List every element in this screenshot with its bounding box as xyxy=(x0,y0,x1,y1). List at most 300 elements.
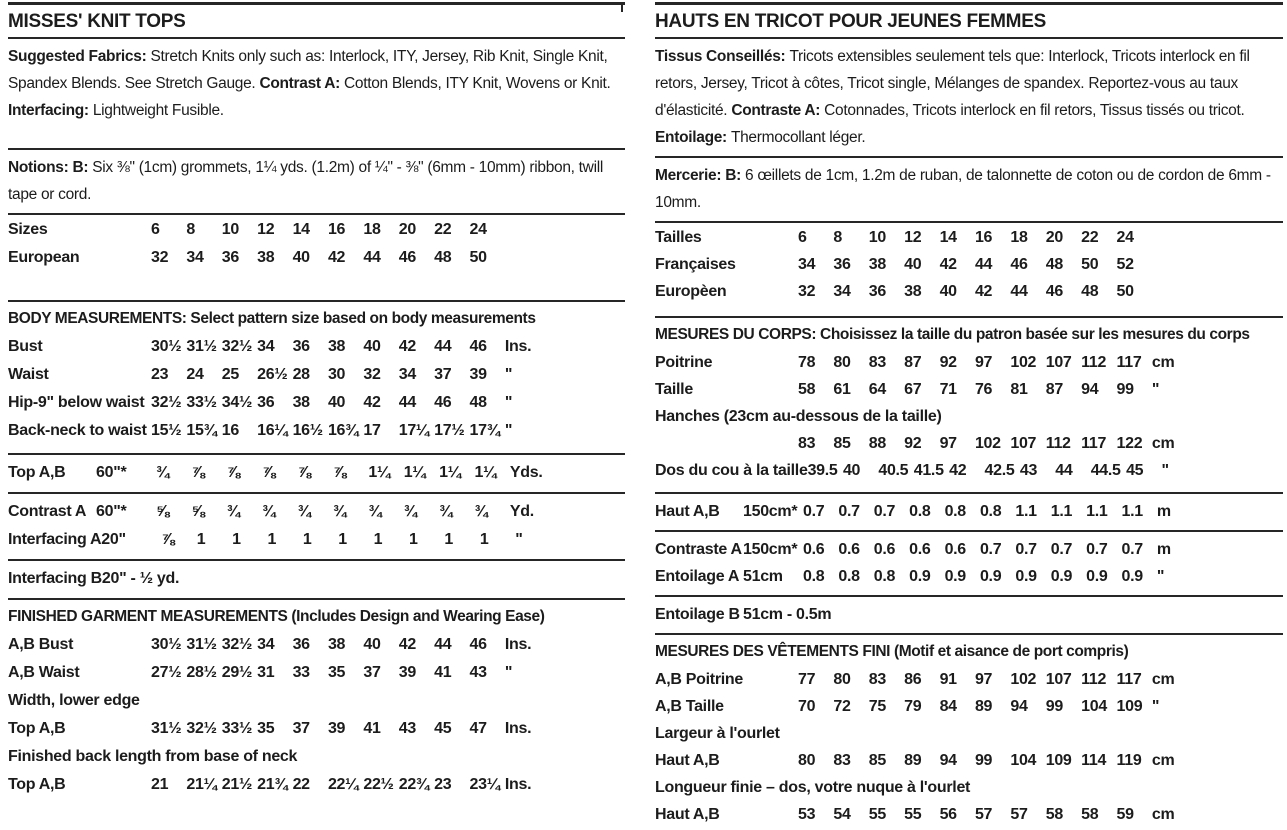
body-text: Tricots extensibles seulement tels que: Interlock, Tricots interlock en fil retors, Jersey, Tricot à côtes, Tricot single, Mélanges de spandex. Reportez-vous au taux d'élasticité. xyxy=(655,48,1250,119)
cell-value: 55 xyxy=(868,806,886,823)
cell-value: 44 xyxy=(398,394,416,411)
cell-value: 44 xyxy=(1055,462,1073,479)
cell-value: 78 xyxy=(798,354,816,371)
cell-value: 99 xyxy=(974,752,993,769)
cell-value: 27½ xyxy=(151,664,182,681)
cell-value: 99 xyxy=(1116,381,1134,398)
cell-value: ⅞ xyxy=(161,531,175,548)
top-rule xyxy=(8,2,625,5)
cell-value: 6 xyxy=(798,229,807,246)
table-row xyxy=(655,430,1283,457)
cell-value: 34 xyxy=(257,636,275,653)
cell-value: ¾ xyxy=(368,503,382,520)
cell-value: 1 xyxy=(444,531,454,548)
cell-value: 22 xyxy=(1081,229,1099,246)
cell-value: 86 xyxy=(904,671,922,688)
body-measurements-table xyxy=(8,332,625,447)
cell-value: 80 xyxy=(833,354,851,371)
cell-value: ⅞ xyxy=(191,464,205,481)
cell-value: 112 xyxy=(1081,671,1107,688)
cell-value: 32½ xyxy=(151,394,182,411)
interfacing-b-row-fr xyxy=(655,597,1283,633)
table-row xyxy=(655,376,1283,403)
cell-value: 92 xyxy=(904,435,922,452)
cell-value: 36 xyxy=(868,283,886,300)
cell-value: 117 xyxy=(1116,354,1142,371)
yardage-top-table xyxy=(8,455,625,492)
fabric-width: 20" xyxy=(101,531,126,548)
cell-value: 42 xyxy=(327,249,346,266)
cell-value: 94 xyxy=(1081,381,1099,398)
row-label: A,B Poitrine xyxy=(655,671,743,688)
row-label: Entoilage B xyxy=(655,606,740,623)
cell-value: 42 xyxy=(363,394,381,411)
cell-value: 1 xyxy=(196,531,206,548)
cell-value: 76 xyxy=(974,381,993,398)
row-text: 20" - ½ yd. xyxy=(101,570,180,587)
cell-value: 40 xyxy=(904,256,922,273)
row-label: Back-neck to waist xyxy=(8,422,147,439)
cell-value: 0.9 xyxy=(909,568,931,585)
cell-value: 84 xyxy=(939,698,957,715)
divider xyxy=(655,156,1283,158)
table-row xyxy=(8,526,625,554)
cell-value: 0.6 xyxy=(909,541,931,558)
cell-value: 97 xyxy=(974,671,993,688)
cell-value: 30½ xyxy=(151,636,182,653)
row-text: 51cm - 0.5m xyxy=(743,606,832,623)
unit-label: cm xyxy=(1151,671,1175,688)
yardage-top-table-fr xyxy=(655,494,1283,530)
cell-value: 22¼ xyxy=(327,776,359,793)
cell-value: ⅞ xyxy=(226,464,240,481)
cell-value: 26½ xyxy=(257,366,288,383)
cell-value: 0.8 xyxy=(944,503,966,520)
cell-value: 89 xyxy=(904,752,922,769)
unit-label: cm xyxy=(1151,806,1175,823)
cell-value: 1.1 xyxy=(1086,503,1108,520)
row-label: Taille xyxy=(655,381,693,398)
cell-value: 102 xyxy=(974,435,1001,452)
cell-value: 17¾ xyxy=(469,422,500,439)
cell-value: 94 xyxy=(1010,698,1028,715)
cell-value: 16 xyxy=(221,422,239,439)
row-label: Haut A,B xyxy=(655,503,720,520)
suggested-fabrics-text xyxy=(8,43,625,124)
cell-value: 0.8 xyxy=(803,568,825,585)
cell-value: 67 xyxy=(904,381,922,398)
finished-measurements-header: FINISHED GARMENT MEASUREMENTS (Includes Design and Wearing Ease) xyxy=(8,608,545,625)
cell-value: 70 xyxy=(798,698,816,715)
cell-value: 117 xyxy=(1081,435,1107,452)
cell-value: 48 xyxy=(1081,283,1099,300)
row-label: A,B Bust xyxy=(8,636,74,653)
cell-value: 0.9 xyxy=(1086,568,1108,585)
table-row xyxy=(8,216,625,244)
cell-value: 104 xyxy=(1010,752,1037,769)
table-row xyxy=(8,244,625,272)
cell-value: 83 xyxy=(798,435,816,452)
cell-value: 109 xyxy=(1116,698,1143,715)
cell-value: 99 xyxy=(1045,698,1063,715)
cell-value: 38 xyxy=(257,249,275,266)
cell-value: 44.5 xyxy=(1090,462,1121,479)
cell-value: 33½ xyxy=(186,394,217,411)
cell-value: 40.5 xyxy=(878,462,909,479)
table-row xyxy=(8,715,625,743)
cell-value: 17¼ xyxy=(398,422,429,439)
row-label: Contraste A xyxy=(655,541,742,558)
bold-text: Interfacing: xyxy=(8,102,93,119)
cell-value: 36 xyxy=(292,636,310,653)
row-label: Contrast A xyxy=(8,503,87,520)
bold-text: Notions: B: xyxy=(8,159,93,176)
suggested-fabrics-text-fr xyxy=(655,43,1283,151)
cell-value: ¾ xyxy=(474,503,488,520)
table-subheader-row xyxy=(655,720,1283,747)
row-label: Longueur finie – dos, votre nuque à l'ourlet xyxy=(655,779,971,796)
fabric-width: 60"* xyxy=(96,503,127,520)
cell-value: 0.6 xyxy=(873,541,896,558)
body-text: Six ⅜" (1cm) grommets, 1¼ yds. (1.2m) of ¼" - ⅜" (6mm - 10mm) ribbon, twill tape or cord. xyxy=(8,159,604,203)
cell-value: 21¼ xyxy=(186,776,217,793)
cell-value: 17½ xyxy=(434,422,465,439)
unit-label: Yds. xyxy=(509,464,543,481)
row-label: Tailles xyxy=(655,229,702,246)
cell-value: 107 xyxy=(1045,354,1072,371)
row-label: Top A,B xyxy=(8,720,66,737)
french-column xyxy=(655,2,1283,823)
row-label: Dos du cou à la taille xyxy=(655,462,808,479)
table-row xyxy=(8,771,625,799)
cell-value: 25 xyxy=(221,366,239,383)
unit-label: " xyxy=(504,394,513,411)
cell-value: 38 xyxy=(904,283,922,300)
cell-value: 85 xyxy=(833,435,851,452)
cell-value: 0.8 xyxy=(909,503,931,520)
interfacing-b-row xyxy=(8,561,625,598)
cell-value: 94 xyxy=(939,752,957,769)
unit-label: Ins. xyxy=(504,636,532,653)
unit-label: " xyxy=(1156,568,1165,585)
cell-value: ⅝ xyxy=(191,503,205,520)
cell-value: 36 xyxy=(221,249,239,266)
cell-value: 14 xyxy=(292,221,310,238)
row-label: Top A,B xyxy=(8,776,66,793)
cell-value: 34 xyxy=(186,249,204,266)
table-row xyxy=(8,361,625,389)
cell-value: 6 xyxy=(151,221,160,238)
cell-value: 31½ xyxy=(186,338,217,355)
cell-value: 38 xyxy=(868,256,886,273)
cell-value: 92 xyxy=(939,354,957,371)
cell-value: 21 xyxy=(151,776,169,793)
sizes-table xyxy=(8,215,625,274)
cell-value: 75 xyxy=(868,698,886,715)
row-label: A,B Waist xyxy=(8,664,80,681)
row-label: Hip-9" below waist xyxy=(8,394,145,411)
cell-value: 47 xyxy=(469,720,487,737)
row-label: A,B Taille xyxy=(655,698,724,715)
cell-value: 43 xyxy=(469,664,487,681)
unit-label: m xyxy=(1156,541,1171,558)
cell-value: 32 xyxy=(151,249,169,266)
cell-value: 40 xyxy=(292,249,310,266)
cell-value: ¾ xyxy=(332,503,346,520)
fabric-width: 60"* xyxy=(96,464,127,481)
cell-value: 1¼ xyxy=(368,464,390,481)
cell-value: 23¼ xyxy=(469,776,500,793)
table-row xyxy=(655,457,1283,484)
cell-value: 83 xyxy=(868,354,886,371)
cell-value: 42 xyxy=(939,256,957,273)
cell-value: 39.5 xyxy=(807,462,838,479)
table-row xyxy=(8,631,625,659)
cell-value: 41.5 xyxy=(913,462,944,479)
cell-value: 1¼ xyxy=(403,464,426,481)
unit-label: m xyxy=(1156,503,1171,520)
cell-value: 14 xyxy=(939,229,957,246)
cell-value: 112 xyxy=(1081,354,1107,371)
sizes-table-fr xyxy=(655,223,1283,307)
body-measurements-header: BODY MEASUREMENTS: Select pattern size based on body measurements xyxy=(8,310,536,327)
cell-value: 15½ xyxy=(151,422,182,439)
cell-value: 0.9 xyxy=(944,568,966,585)
cell-value: 39 xyxy=(327,720,346,737)
yardage-table xyxy=(8,494,625,559)
row-label: Finished back length from base of neck xyxy=(8,748,298,765)
cell-value: 16¾ xyxy=(327,422,359,439)
cell-value: 39 xyxy=(398,664,416,681)
cell-value: 16 xyxy=(327,221,346,238)
cell-value: 1 xyxy=(373,531,383,548)
cell-value: 31 xyxy=(257,664,275,681)
table-row xyxy=(655,801,1283,828)
cell-value: 48 xyxy=(1045,256,1063,273)
cell-value: 16¼ xyxy=(257,422,288,439)
cell-value: 23 xyxy=(151,366,169,383)
cell-value: 0.6 xyxy=(838,541,860,558)
cell-value: 1 xyxy=(409,531,418,548)
cell-value: 24 xyxy=(1116,229,1134,246)
unit-label: cm xyxy=(1151,435,1175,452)
cell-value: 20 xyxy=(398,221,416,238)
finished-measurements-header-fr: MESURES DES VÊTEMENTS FINI (Motif et aisance de port compris) xyxy=(655,643,1129,660)
cell-value: 37 xyxy=(434,366,452,383)
cell-value: 122 xyxy=(1116,435,1143,452)
cell-value: 24 xyxy=(469,221,487,238)
page-title-fr: HAUTS EN TRICOT POUR JEUNES FEMMES xyxy=(655,11,1046,32)
cell-value: 32½ xyxy=(221,338,253,355)
cell-value: 97 xyxy=(974,354,993,371)
cell-value: 21¾ xyxy=(257,776,288,793)
cell-value: 102 xyxy=(1010,354,1037,371)
cell-value: 42 xyxy=(398,636,416,653)
finished-measurements-table xyxy=(8,630,625,801)
cell-value: 18 xyxy=(1010,229,1028,246)
cell-value: 1.1 xyxy=(1121,503,1143,520)
table-row xyxy=(655,251,1283,278)
cell-value: 24 xyxy=(186,366,204,383)
divider xyxy=(8,148,625,150)
cell-value: 40 xyxy=(327,394,346,411)
unit-label: Ins. xyxy=(504,720,532,737)
unit-label: Ins. xyxy=(504,338,532,355)
cell-value: 38 xyxy=(327,338,346,355)
bold-text: Entoilage: xyxy=(655,129,731,146)
cell-value: 32½ xyxy=(221,636,253,653)
row-label: Interfacing B xyxy=(8,570,102,587)
cell-value: 1 xyxy=(267,531,277,548)
cell-value: 31½ xyxy=(186,636,217,653)
row-label: Sizes xyxy=(8,221,48,238)
cell-value: 40 xyxy=(842,462,861,479)
fabric-width: 51cm xyxy=(743,568,783,585)
body-measurements-header-fr: MESURES DU CORPS: Choisissez la taille du patron basée sur les mesures du corps xyxy=(655,326,1250,343)
cell-value: 0.9 xyxy=(1050,568,1073,585)
cell-value: 46 xyxy=(434,394,452,411)
row-label: Poitrine xyxy=(655,354,713,371)
cell-value: 1 xyxy=(232,531,241,548)
unit-label: " xyxy=(1151,698,1160,715)
cell-value: 0.8 xyxy=(979,503,1002,520)
cell-value: 1¼ xyxy=(439,464,461,481)
cell-value: 40 xyxy=(363,338,381,355)
cell-value: 0.9 xyxy=(1015,568,1037,585)
cell-value: 34 xyxy=(833,283,851,300)
cell-value: 46 xyxy=(1010,256,1028,273)
cell-value: 1 xyxy=(338,531,347,548)
cell-value: 37 xyxy=(292,720,310,737)
unit-label: Ins. xyxy=(504,776,532,793)
fabric-width: 150cm* xyxy=(743,541,798,558)
cell-value: 0.8 xyxy=(838,568,860,585)
row-label: Françaises xyxy=(655,256,736,273)
cell-value: 0.6 xyxy=(944,541,966,558)
cell-value: 30½ xyxy=(151,338,182,355)
cell-value: 0.9 xyxy=(979,568,1002,585)
table-row xyxy=(655,747,1283,774)
cell-value: 1 xyxy=(479,531,489,548)
row-label: Bust xyxy=(8,338,43,355)
row-label: Largeur à l'ourlet xyxy=(655,725,780,742)
cell-value: 10 xyxy=(868,229,886,246)
notions-text xyxy=(8,154,625,208)
yardage-table-fr xyxy=(655,532,1283,595)
cell-value: 38 xyxy=(292,394,310,411)
cell-value: 48 xyxy=(434,249,452,266)
cell-value: 34 xyxy=(398,366,416,383)
table-row xyxy=(8,333,625,361)
cell-value: 45 xyxy=(434,720,452,737)
cell-value: 38 xyxy=(327,636,346,653)
cell-value: 35 xyxy=(257,720,275,737)
cell-value: 36 xyxy=(292,338,310,355)
cell-value: 56 xyxy=(939,806,957,823)
cell-value: ⅞ xyxy=(297,464,311,481)
cell-value: 0.7 xyxy=(1121,541,1143,558)
row-label: Top A,B xyxy=(8,464,66,481)
cell-value: 15¾ xyxy=(186,422,217,439)
cell-value: 42 xyxy=(974,283,993,300)
table-row xyxy=(655,666,1283,693)
row-label: Haut A,B xyxy=(655,752,720,769)
row-label: European xyxy=(8,249,80,266)
cell-value: 46 xyxy=(398,249,416,266)
cell-value: 8 xyxy=(186,221,195,238)
cell-value: 85 xyxy=(868,752,886,769)
body-measurements-table-fr xyxy=(655,348,1283,486)
cell-value: ¾ xyxy=(156,464,170,481)
cell-value: ¾ xyxy=(262,503,276,520)
cell-value: 46 xyxy=(469,338,487,355)
unit-label: cm xyxy=(1151,354,1175,371)
cell-value: 54 xyxy=(833,806,851,823)
cell-value: 36 xyxy=(257,394,275,411)
cell-value: 91 xyxy=(939,671,957,688)
cell-value: 114 xyxy=(1081,752,1107,769)
cell-value: 57 xyxy=(1010,806,1028,823)
table-row xyxy=(655,224,1283,251)
cell-value: 22½ xyxy=(363,776,394,793)
row-label: Hanches (23cm au-dessous de la taille) xyxy=(655,408,942,425)
cell-value: 79 xyxy=(904,698,922,715)
cell-value: 22 xyxy=(434,221,452,238)
cell-value: 87 xyxy=(904,354,922,371)
page-title: MISSES' KNIT TOPS xyxy=(8,11,186,32)
table-row xyxy=(655,693,1283,720)
cell-value: ⅞ xyxy=(262,464,276,481)
bold-text: Mercerie: B: xyxy=(655,167,745,184)
cell-value: 44 xyxy=(434,338,452,355)
cell-value: 32½ xyxy=(186,720,217,737)
cell-value: 18 xyxy=(363,221,381,238)
cell-value: 17 xyxy=(363,422,381,439)
cell-value: 1¼ xyxy=(474,464,497,481)
cell-value: 1 xyxy=(302,531,312,548)
cell-value: 41 xyxy=(363,720,381,737)
table-row xyxy=(8,389,625,417)
cell-value: 52 xyxy=(1116,256,1134,273)
cell-value: 34 xyxy=(798,256,816,273)
row-label: Entoilage A xyxy=(655,568,740,585)
cell-value: 107 xyxy=(1045,671,1072,688)
table-subheader-row xyxy=(8,687,625,715)
cell-value: 50 xyxy=(1116,283,1134,300)
unit-label: cm xyxy=(1151,752,1175,769)
cell-value: 42 xyxy=(949,462,967,479)
cell-value: 33 xyxy=(292,664,310,681)
table-row xyxy=(655,601,1283,628)
cell-value: 48 xyxy=(469,394,487,411)
cell-value: 50 xyxy=(1081,256,1099,273)
body-text: Cotonnades, Tricots interlock en fil retors, Tissus tissés ou tricot. xyxy=(824,102,1245,119)
cell-value: 107 xyxy=(1010,435,1037,452)
cell-value: 0.9 xyxy=(1121,568,1143,585)
cell-value: 97 xyxy=(939,435,957,452)
row-label: Haut A,B xyxy=(655,806,720,823)
cell-value: 104 xyxy=(1081,698,1107,715)
bold-text: Tissus Conseillés: xyxy=(655,48,790,65)
cell-value: 28 xyxy=(292,366,310,383)
cell-value: 83 xyxy=(868,671,886,688)
cell-value: 46 xyxy=(469,636,487,653)
cell-value: 33½ xyxy=(221,720,253,737)
cell-value: 50 xyxy=(469,249,487,266)
cell-value: 28½ xyxy=(186,664,217,681)
cell-value: 16½ xyxy=(292,422,323,439)
table-row xyxy=(655,349,1283,376)
